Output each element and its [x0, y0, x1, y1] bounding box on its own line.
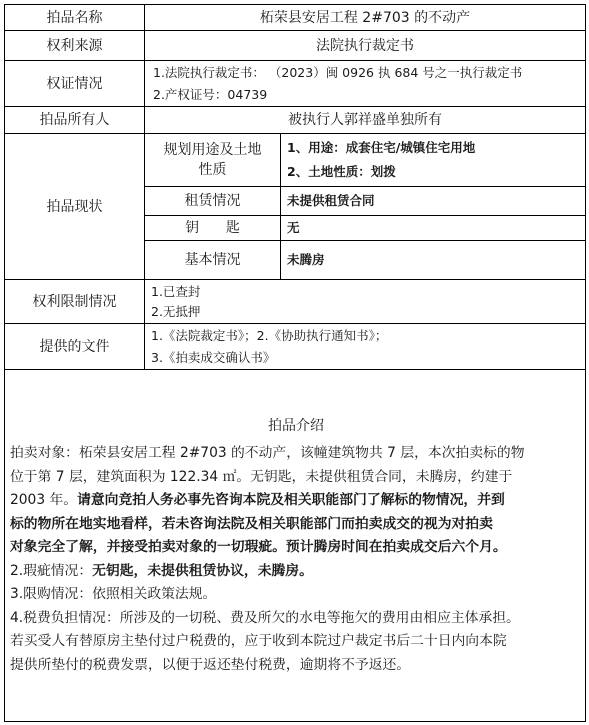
label-status: 拍品现状	[46, 198, 103, 215]
value-lease: 未提供租赁合同	[287, 193, 375, 208]
intro-line	[10, 536, 582, 560]
documents-line-2: 3.《拍卖成交确认书》	[151, 349, 276, 365]
value-owner: 被执行人郭祥盛单独所有	[288, 112, 442, 128]
restriction-line-1: 1.已查封	[151, 283, 201, 299]
intro-text: 2003 年。	[10, 492, 78, 508]
label-key: 钥 匙	[185, 220, 240, 236]
value-item-name: 柘荣县安居工程 2#703 的不动产	[259, 9, 471, 26]
label-lease: 租赁情况	[184, 193, 241, 209]
planned-use-line-2: 2、土地性质：划拨	[287, 164, 396, 179]
intro-bold-text: 无钥匙，未提供租赁协议，未腾房。	[92, 562, 313, 579]
label-item-name: 拍品名称	[46, 9, 103, 26]
planned-use-label-line-2: 性质	[198, 162, 227, 178]
intro-line	[10, 630, 582, 654]
intro-line	[10, 489, 582, 513]
intro-line	[10, 607, 582, 631]
value-restriction	[145, 280, 585, 323]
label-restriction: 权利限制情况	[32, 293, 117, 310]
intro-line	[10, 513, 582, 537]
intro-text: 位于第 7 层，建筑面积为 122.34 ㎡。无钥匙，未提供租赁合同，未腾房，约建于	[10, 468, 513, 485]
label-documents: 提供的文件	[39, 338, 110, 355]
intro-bold-text: 标的物所在地实地看样，若未咨询法院及相关职能部门而拍卖成交的视为对拍卖	[10, 515, 493, 532]
intro-bold-text: 对象完全了解，并接受拍卖对象的一切瑕疵。预计腾房时间在拍卖成交后六个月。	[10, 539, 507, 555]
intro-text: 2.瑕疵情况：	[10, 562, 93, 579]
intro-text: 若买受人有替原房主垫付过户税费的，应于收到本院过户裁定书后二十日内向本院	[10, 633, 507, 649]
value-certificate	[145, 61, 585, 106]
intro-line	[10, 583, 582, 607]
certificate-line-1: 1.法院执行裁定书： （2023）闽 0926 执 684 号之一执行裁定书	[153, 64, 523, 80]
value-basic: 未腾房	[287, 252, 325, 267]
label-certificate: 权证情况	[46, 75, 103, 92]
intro-text: 4.税费负担情况：所涉及的一切税、费及所欠的水电等拖欠的费用由相应主体承担。	[10, 609, 520, 626]
certificate-line-2: 2.产权证号：04739	[153, 86, 268, 102]
documents-line-1: 1.《法院裁定书》；2.《协助执行通知书》；	[151, 327, 388, 343]
label-planned-use	[145, 134, 280, 186]
label-right-source: 权利来源	[46, 37, 103, 54]
intro-bold-text: 请意向竞拍人务必事先咨询本院及相关职能部门了解标的物情况，并到	[77, 492, 505, 508]
value-key: 无	[287, 220, 300, 235]
label-basic: 基本情况	[184, 252, 241, 268]
intro-line	[10, 654, 582, 678]
intro-title: 拍品介绍	[268, 418, 324, 434]
intro-line	[10, 560, 582, 584]
value-right-source: 法院执行裁定书	[316, 37, 414, 54]
value-documents	[145, 324, 585, 369]
intro-body	[10, 442, 582, 677]
intro-line	[10, 466, 582, 490]
intro-text: 拍卖对象：柘荣县安居工程 2#703 的不动产，该幢建筑物共 7 层，本次拍卖标的物	[10, 445, 525, 461]
restriction-line-2: 2.无抵押	[151, 303, 201, 319]
intro-line	[10, 442, 582, 466]
value-planned-use	[281, 134, 585, 186]
planned-use-label-line-1: 规划用途及土地	[163, 142, 262, 158]
intro-text: 3.限购情况：依照相关政策法规。	[10, 586, 217, 602]
intro-text: 提供所垫付的税费发票，以便于返还垫付税费，逾期将不予返还。	[10, 656, 411, 673]
label-owner: 拍品所有人	[39, 112, 110, 128]
planned-use-line-1: 1、用途：成套住宅/城镇住宅用地	[287, 140, 476, 155]
auction-info-table	[4, 4, 586, 722]
